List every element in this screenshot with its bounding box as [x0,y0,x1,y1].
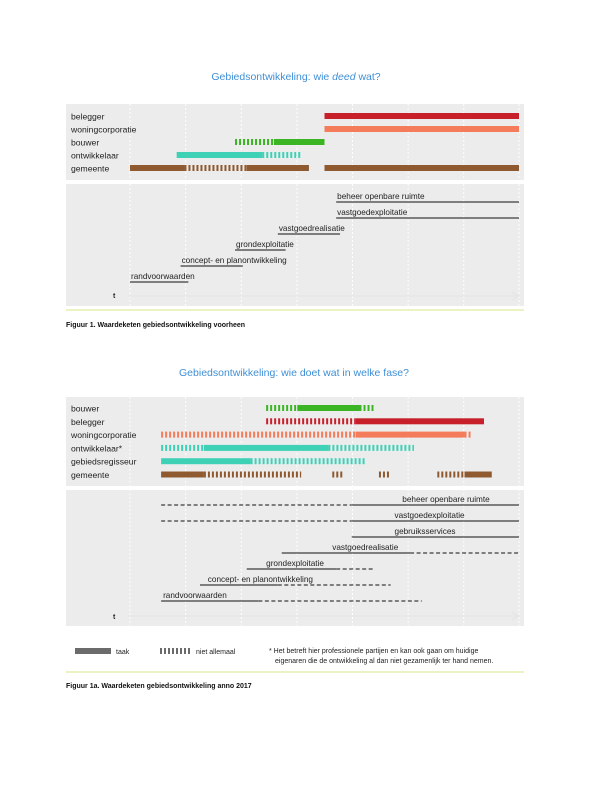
bar-bouwer-niet-allemaal-tick [271,139,273,145]
bar-gemeente-niet-allemaal [332,472,342,478]
bar-woningcorporatie-niet-allemaal-tick [205,432,207,438]
bar-ontwikkelaar-niet-allemaal-tick [282,152,284,158]
bar-woningcorporatie-niet-allemaal-tick [169,432,171,438]
bar-gemeente-niet-allemaal [379,472,389,478]
bar-ontwikkelaar-niet-allemaal-tick [274,152,276,158]
legend [75,648,493,665]
bar-gebiedsregisseur-niet-allemaal-tick [355,458,357,464]
bar-ontwikkelaar-niet-allemaal-tick [278,152,280,158]
bar-ontwikkelaar-niet-allemaal-tick [356,445,358,451]
bar-gemeente-niet-allemaal-tick [248,472,250,478]
bar-ontwikkelaar-niet-allemaal-tick [412,445,414,451]
bar-woningcorporatie-niet-allemaal-tick [161,432,163,438]
figure2-time-label: t [113,614,116,621]
actor-label: belegger [71,416,105,427]
bar-woningcorporatie-niet-allemaal-tick [277,432,279,438]
bar-gemeente-niet-allemaal-tick [457,472,459,478]
bar-ontwikkelaar-niet-allemaal-tick [376,445,378,451]
bar-woningcorporatie-niet-allemaal-tick [165,432,167,438]
bar-ontwikkelaar-niet-allemaal-tick [286,152,288,158]
bar-gebiedsregisseur-niet-allemaal-tick [271,458,273,464]
bar-gebiedsregisseur-niet-allemaal-tick [303,458,305,464]
legend-footnote-line-1: * Het betreft hier professionele partijen en kan ook gaan om huidige [269,648,479,655]
bar-gebiedsregisseur-niet-allemaal-tick [343,458,345,464]
bar-ontwikkelaar-niet-allemaal-tick [340,445,342,451]
bar-bouwer-niet-allemaal-tick [235,139,237,145]
bar-ontwikkelaar-niet-allemaal-tick [388,445,390,451]
bar-ontwikkelaar-niet-allemaal-tick [352,445,354,451]
phase-label: vastgoedrealisatie [278,224,345,233]
legend-niet-allemaal-tick [176,648,178,654]
bar-ontwikkelaar-niet-allemaal-tick [294,152,296,158]
bar-gemeente-niet-allemaal-tick [240,472,242,478]
figure2-caption: Figuur 1a. Waardeketen gebiedsontwikkeling anno 2017 [66,683,252,690]
bar-bouwer-niet-allemaal-tick [251,139,253,145]
bar-gebiedsregisseur-niet-allemaal-tick [275,458,277,464]
bar-ontwikkelaar-niet-allemaal-tick [197,445,199,451]
bar-gebiedsregisseur-niet-allemaal-tick [311,458,313,464]
bar-woningcorporatie-niet-allemaal-tick [189,432,191,438]
bar-gemeente-niet-allemaal-tick [232,165,234,171]
bar-gemeente-niet-allemaal-tick [240,165,242,171]
bar-belegger-niet-allemaal-tick [274,418,276,424]
bar-bouwer-niet-allemaal-tick [294,405,296,411]
legend-niet-allemaal-tick [172,648,174,654]
bar-gemeente-niet-allemaal-tick [268,472,270,478]
bar-gemeente-niet-allemaal-tick [228,472,230,478]
bar-gemeente-niet-allemaal-tick [437,472,439,478]
bar-woningcorporatie-taak [356,432,465,438]
bar-woningcorporatie-niet-allemaal-tick [469,432,471,438]
bar-gemeente-niet-allemaal-tick [244,472,246,478]
phase-label: beheer openbare ruimte [337,192,425,201]
bar-woningcorporatie-niet-allemaal-tick [257,432,259,438]
bar-woningcorporatie-niet-allemaal-tick [197,432,199,438]
actor-label: belegger [71,111,105,122]
bar-gemeente-taak [130,165,184,171]
bar-woningcorporatie-niet-allemaal-tick [193,432,195,438]
bar-gemeente-niet-allemaal-tick [244,165,246,171]
bar-gemeente-taak [465,472,492,478]
bar-ontwikkelaar-taak [204,445,328,451]
phase-label: grondexploitatie [266,559,324,568]
figure1-title [211,71,380,83]
bar-belegger-niet-allemaal-tick [298,418,300,424]
bar-bouwer-niet-allemaal-tick [282,405,284,411]
bar-woningcorporatie-niet-allemaal-tick [337,432,339,438]
bar-woningcorporatie-niet-allemaal-tick [269,432,271,438]
bar-woningcorporatie-niet-allemaal-tick [209,432,211,438]
bar-woningcorporatie-niet-allemaal-tick [329,432,331,438]
bar-bouwer-niet-allemaal-tick [259,139,261,145]
bar-gemeente-niet-allemaal-tick [260,472,262,478]
bar-ontwikkelaar-niet-allemaal-tick [372,445,374,451]
bar-belegger-niet-allemaal-tick [318,418,320,424]
bar-woningcorporatie-niet-allemaal-tick [289,432,291,438]
bar-gemeente-niet-allemaal-tick [284,472,286,478]
legend-niet-allemaal-label: niet allemaal [196,649,236,656]
bar-gebiedsregisseur-niet-allemaal-tick [255,458,257,464]
bar-woningcorporatie-niet-allemaal-tick [229,432,231,438]
bar-woningcorporatie-niet-allemaal-tick [261,432,263,438]
figure1-title-part-3: wat? [355,71,381,83]
bar-woningcorporatie-niet-allemaal-tick [177,432,179,438]
actor-label: gemeente [71,163,110,174]
bar-bouwer-niet-allemaal-tick [274,405,276,411]
bar-woningcorporatie-niet-allemaal-tick [217,432,219,438]
bar-gemeente-niet-allemaal-tick [340,472,342,478]
bar-gemeente-niet-allemaal-tick [264,472,266,478]
bar-gebiedsregisseur-niet-allemaal-tick [335,458,337,464]
bar-gemeente-niet-allemaal-tick [208,472,210,478]
bar-ontwikkelaar-niet-allemaal-tick [392,445,394,451]
bar-woningcorporatie-niet-allemaal-tick [353,432,355,438]
legend-niet-allemaal-tick [160,648,162,654]
bar-ontwikkelaar-niet-allemaal-tick [181,445,183,451]
bar-bouwer-niet-allemaal-tick [266,405,268,411]
legend-taak-label: taak [116,649,130,656]
figure2-title: Gebiedsontwikkeling: wie doet wat in welke fase? [179,367,409,379]
bar-woningcorporatie-niet-allemaal-tick [349,432,351,438]
bar-woningcorporatie-niet-allemaal-tick [465,432,467,438]
bar-gemeente-niet-allemaal-tick [220,165,222,171]
bar-ontwikkelaar-taak [177,152,263,158]
bar-gebiedsregisseur-niet-allemaal-tick [331,458,333,464]
bar-woningcorporatie-niet-allemaal-tick [241,432,243,438]
bar-gemeente-niet-allemaal-tick [332,472,334,478]
bar-gebiedsregisseur-taak [161,458,250,464]
bar-gemeente-niet-allemaal-tick [204,472,206,478]
bar-woningcorporatie-niet-allemaal-tick [221,432,223,438]
bar-woningcorporatie-niet-allemaal-tick [345,432,347,438]
bar-gebiedsregisseur-niet-allemaal [251,458,365,464]
bar-belegger-niet-allemaal-tick [334,418,336,424]
bar-ontwikkelaar-niet-allemaal-tick [368,445,370,451]
bar-woningcorporatie-niet-allemaal-tick [317,432,319,438]
bar-bouwer-niet-allemaal-tick [364,405,366,411]
bar-woningcorporatie-niet-allemaal-tick [333,432,335,438]
bar-woningcorporatie-niet-allemaal-tick [313,432,315,438]
bar-woningcorporatie-niet-allemaal-tick [325,432,327,438]
actor-label: woningcorporatie [71,124,137,135]
bar-gebiedsregisseur-niet-allemaal-tick [363,458,365,464]
bar-bouwer-taak [297,405,359,411]
bar-gemeente-niet-allemaal-tick [184,165,186,171]
bar-ontwikkelaar-niet-allemaal-tick [298,152,300,158]
bar-ontwikkelaar-niet-allemaal-tick [165,445,167,451]
bar-belegger-niet-allemaal-tick [306,418,308,424]
legend-niet-allemaal-tick [180,648,182,654]
bar-gemeente-niet-allemaal-tick [216,472,218,478]
bar-belegger-niet-allemaal-tick [270,418,272,424]
bar-woningcorporatie-niet-allemaal-tick [285,432,287,438]
bar-gemeente-niet-allemaal-tick [276,472,278,478]
bar-gebiedsregisseur-niet-allemaal-tick [259,458,261,464]
legend-niet-allemaal-tick [168,648,170,654]
bar-gemeente-niet-allemaal-tick [212,472,214,478]
figure1-time-label: t [113,293,116,300]
bar-gemeente-niet-allemaal-tick [445,472,447,478]
bar-belegger-niet-allemaal-tick [330,418,332,424]
bar-belegger-niet-allemaal-tick [354,418,355,424]
bar-woningcorporatie-niet-allemaal-tick [237,432,239,438]
bar-gemeente-taak [325,165,520,171]
bar-ontwikkelaar-niet-allemaal-tick [384,445,386,451]
bar-gemeente-niet-allemaal-tick [383,472,385,478]
bar-ontwikkelaar-niet-allemaal-tick [201,445,203,451]
phase-label: vastgoedexploitatie [394,511,465,520]
bar-ontwikkelaar-niet-allemaal-tick [177,445,179,451]
phase-label: gebruiksservices [394,527,456,536]
bar-gemeente-taak [247,165,309,171]
bar-gemeente-niet-allemaal-tick [220,472,222,478]
bar-belegger-niet-allemaal-tick [338,418,340,424]
bar-ontwikkelaar-niet-allemaal-tick [344,445,346,451]
bar-gebiedsregisseur-niet-allemaal-tick [263,458,265,464]
bar-ontwikkelaar-niet-allemaal-tick [364,445,366,451]
bar-woningcorporatie-niet-allemaal-tick [253,432,255,438]
bar-bouwer-niet-allemaal-tick [270,405,272,411]
legend-niet-allemaal-tick [188,648,190,654]
bar-bouwer-niet-allemaal-tick [290,405,292,411]
bar-gebiedsregisseur-niet-allemaal-tick [323,458,325,464]
bar-woningcorporatie-niet-allemaal-tick [249,432,251,438]
bar-gebiedsregisseur-niet-allemaal-tick [279,458,281,464]
bar-belegger-niet-allemaal-tick [314,418,316,424]
bar-belegger-niet-allemaal-tick [350,418,352,424]
bar-gemeente-niet-allemaal-tick [272,472,274,478]
phase-label: concept- en planontwikkeling [207,575,313,584]
bar-bouwer-niet-allemaal-tick [372,405,374,411]
bar-gebiedsregisseur-niet-allemaal-tick [319,458,321,464]
bar-gemeente-niet-allemaal-tick [449,472,451,478]
actor-label: ontwikkelaar* [71,443,123,454]
bar-bouwer-niet-allemaal-tick [263,139,265,145]
bar-bouwer-niet-allemaal-tick [286,405,288,411]
bar-ontwikkelaar-niet-allemaal-tick [169,445,171,451]
bar-gemeente-niet-allemaal-tick [236,165,238,171]
bar-ontwikkelaar-niet-allemaal-tick [270,152,272,158]
bar-woningcorporatie-niet-allemaal-tick [225,432,227,438]
bar-gemeente-niet-allemaal-tick [387,472,389,478]
bar-gemeente-niet-allemaal-tick [379,472,381,478]
bar-woningcorporatie-niet-allemaal-tick [201,432,203,438]
phase-row [235,240,294,250]
bar-woningcorporatie-niet-allemaal-tick [245,432,247,438]
bar-gemeente-niet-allemaal-tick [252,472,254,478]
bar-belegger-niet-allemaal-tick [266,418,268,424]
bar-bouwer-taak [274,139,325,145]
phase-label: concept- en planontwikkeling [181,256,287,265]
bar-ontwikkelaar-niet-allemaal-tick [290,152,292,158]
figure1-title-part-2: deed [332,71,356,83]
bar-woningcorporatie-taak [325,126,520,132]
bar-belegger-niet-allemaal-tick [322,418,324,424]
bar-woningcorporatie-niet-allemaal-tick [281,432,283,438]
legend-taak-swatch [75,648,111,654]
bar-ontwikkelaar-niet-allemaal-tick [173,445,175,451]
bar-gemeente-niet-allemaal-tick [232,472,234,478]
phase-label: beheer openbare ruimte [402,495,490,504]
bar-gemeente-niet-allemaal-tick [292,472,294,478]
bar-gebiedsregisseur-niet-allemaal-tick [315,458,317,464]
bar-gemeente-niet-allemaal-tick [200,165,202,171]
bar-bouwer-niet-allemaal-tick [368,405,370,411]
bar-ontwikkelaar-niet-allemaal-tick [404,445,406,451]
bar-gebiedsregisseur-niet-allemaal-tick [307,458,309,464]
bar-bouwer-niet-allemaal-tick [239,139,241,145]
bar-gebiedsregisseur-niet-allemaal-tick [327,458,329,464]
bar-gemeente-niet-allemaal-tick [461,472,463,478]
bar-woningcorporatie-niet-allemaal-tick [341,432,343,438]
bar-ontwikkelaar-niet-allemaal-tick [161,445,163,451]
bar-bouwer-niet-allemaal-tick [278,405,280,411]
bar-bouwer-niet-allemaal-tick [267,139,269,145]
bar-gemeente-niet-allemaal-tick [216,165,218,171]
bar-woningcorporatie-niet-allemaal-tick [305,432,307,438]
bar-ontwikkelaar-niet-allemaal-tick [348,445,350,451]
legend-niet-allemaal [160,648,190,654]
bar-woningcorporatie-niet-allemaal-tick [233,432,235,438]
bar-gemeente-niet-allemaal-tick [188,165,190,171]
bar-woningcorporatie-niet-allemaal-tick [321,432,323,438]
actor-label: gemeente [71,470,110,480]
legend-niet-allemaal-tick [184,648,186,654]
actor-label: bouwer [71,403,100,414]
legend-niet-allemaal-swatch [160,648,190,654]
phase-label: randvoorwaarden [131,272,195,281]
bar-woningcorporatie-niet-allemaal-tick [181,432,183,438]
bar-ontwikkelaar-niet-allemaal-tick [328,445,330,451]
bar-gebiedsregisseur-niet-allemaal-tick [287,458,289,464]
actor-label: woningcorporatie [71,430,137,441]
bar-gebiedsregisseur-niet-allemaal-tick [339,458,341,464]
phase-label: grondexploitatie [236,240,294,249]
bar-gemeente-niet-allemaal-tick [212,165,214,171]
bar-ontwikkelaar-niet-allemaal-tick [396,445,398,451]
bar-gemeente-niet-allemaal-tick [300,472,301,478]
bar-gebiedsregisseur-niet-allemaal-tick [351,458,353,464]
figure1-caption: Figuur 1. Waardeketen gebiedsontwikkeling voorheen [66,322,246,329]
bar-woningcorporatie-niet-allemaal-tick [265,432,267,438]
bar-belegger-niet-allemaal-tick [346,418,348,424]
bar-gemeente-niet-allemaal-tick [288,472,290,478]
bar-woningcorporatie-niet-allemaal-tick [293,432,295,438]
bar-belegger-niet-allemaal [266,418,355,424]
bar-gebiedsregisseur-niet-allemaal-tick [299,458,301,464]
legend-niet-allemaal-tick [164,648,166,654]
bar-gemeente-niet-allemaal-tick [296,472,298,478]
bar-woningcorporatie-niet-allemaal-tick [301,432,303,438]
phase-row [130,272,195,282]
bar-gebiedsregisseur-niet-allemaal-tick [347,458,349,464]
actor-label: gebiedsregisseur [71,456,137,467]
bar-gemeente-niet-allemaal-tick [336,472,338,478]
phase-label: vastgoedexploitatie [337,208,408,217]
bar-gemeente-niet-allemaal-tick [224,165,226,171]
bar-belegger-niet-allemaal-tick [290,418,292,424]
bar-ontwikkelaar-niet-allemaal-tick [380,445,382,451]
bar-belegger-taak [325,113,520,119]
bar-ontwikkelaar-niet-allemaal-tick [332,445,334,451]
bar-gemeente-niet-allemaal-tick [228,165,230,171]
bar-gemeente-niet-allemaal-tick [196,165,198,171]
phase-label: vastgoedrealisatie [332,543,399,552]
bar-ontwikkelaar-niet-allemaal-tick [193,445,195,451]
bar-gemeente-niet-allemaal-tick [280,472,282,478]
bar-woningcorporatie-niet-allemaal [161,432,355,438]
bar-gebiedsregisseur-niet-allemaal-tick [295,458,297,464]
bar-gemeente-niet-allemaal-tick [204,165,206,171]
bar-woningcorporatie-niet-allemaal-tick [185,432,187,438]
bar-woningcorporatie-niet-allemaal-tick [173,432,175,438]
bar-ontwikkelaar-niet-allemaal-tick [336,445,338,451]
bar-ontwikkelaar-niet-allemaal-tick [262,152,264,158]
bar-belegger-niet-allemaal-tick [302,418,304,424]
bar-woningcorporatie-niet-allemaal-tick [309,432,311,438]
bar-bouwer-niet-allemaal-tick [243,139,245,145]
bar-gemeente-niet-allemaal-tick [441,472,443,478]
actor-label: bouwer [71,137,100,148]
bar-belegger-taak [356,418,484,424]
bar-ontwikkelaar-niet-allemaal-tick [408,445,410,451]
phase-label: randvoorwaarden [163,591,227,600]
bar-gemeente-taak [161,472,204,478]
phase-row [278,224,345,234]
bar-gebiedsregisseur-niet-allemaal-tick [283,458,285,464]
bar-gebiedsregisseur-niet-allemaal-tick [291,458,293,464]
bar-woningcorporatie-niet-allemaal-tick [273,432,275,438]
bar-belegger-niet-allemaal-tick [282,418,284,424]
bar-gebiedsregisseur-niet-allemaal-tick [251,458,253,464]
bar-gemeente-niet-allemaal-tick [256,472,258,478]
bar-ontwikkelaar-niet-allemaal-tick [189,445,191,451]
bar-gemeente-niet-allemaal-tick [453,472,455,478]
bar-bouwer-niet-allemaal-tick [360,405,362,411]
actor-label: ontwikkelaar [71,150,119,161]
bar-belegger-niet-allemaal-tick [342,418,344,424]
legend-footnote-line-2: eigenaren die de ontwikkeling al dan niet gezamenlijk ter hand nemen. [275,658,494,665]
bar-ontwikkelaar-niet-allemaal-tick [400,445,402,451]
bar-belegger-niet-allemaal-tick [294,418,296,424]
bar-ontwikkelaar-niet-allemaal-tick [360,445,362,451]
bar-gemeente-niet-allemaal-tick [224,472,226,478]
bar-belegger-niet-allemaal-tick [310,418,312,424]
bar-belegger-niet-allemaal-tick [326,418,328,424]
bar-woningcorporatie-niet-allemaal-tick [297,432,299,438]
bar-gebiedsregisseur-niet-allemaal-tick [359,458,361,464]
bar-belegger-niet-allemaal-tick [278,418,280,424]
bar-gemeente-niet-allemaal-tick [208,165,210,171]
bar-bouwer-niet-allemaal-tick [247,139,249,145]
phase-row [181,256,288,266]
figure1-title-part-1: Gebiedsontwikkeling: wie [211,71,333,83]
bar-gemeente-niet-allemaal-tick [236,472,238,478]
bar-ontwikkelaar-niet-allemaal-tick [185,445,187,451]
bar-ontwikkelaar-niet-allemaal-tick [266,152,268,158]
bar-belegger-niet-allemaal-tick [286,418,288,424]
bar-bouwer-niet-allemaal-tick [255,139,257,145]
bar-gemeente-niet-allemaal-tick [192,165,194,171]
bar-gebiedsregisseur-niet-allemaal-tick [267,458,269,464]
bar-woningcorporatie-niet-allemaal-tick [213,432,215,438]
